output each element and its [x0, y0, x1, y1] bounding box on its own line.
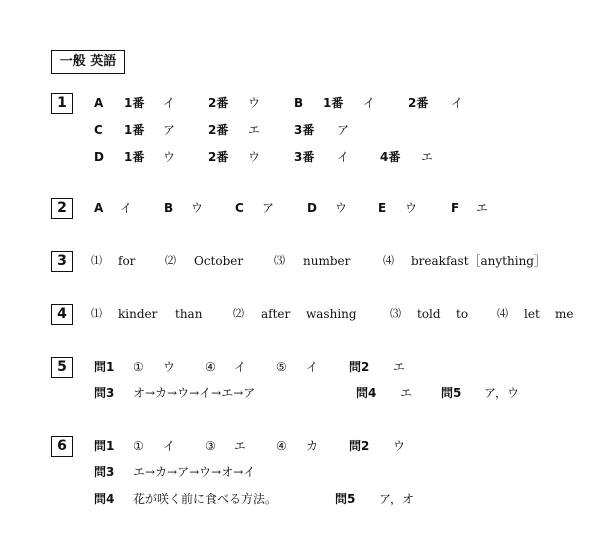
answer: エ	[421, 150, 434, 164]
answer-sequence: エ→カ→ア→ウ→オ→イ	[133, 465, 256, 479]
label-c: C	[235, 201, 244, 215]
item-3: 問3	[94, 465, 115, 479]
item-4: 問4	[356, 386, 377, 400]
item-1: 1番	[124, 96, 145, 110]
subquestion-4: ⑷	[497, 307, 508, 320]
label-e: E	[378, 201, 387, 215]
answer: for	[118, 254, 136, 268]
subitem-4: ④	[205, 360, 216, 374]
question-number-3: 3	[51, 251, 73, 272]
label-f: F	[451, 201, 460, 215]
item-4: 4番	[380, 150, 401, 164]
answer: エ	[393, 360, 406, 374]
answer: breakfast［anything］	[411, 254, 546, 268]
label-a: A	[94, 96, 104, 110]
subitem-4: ④	[276, 439, 287, 453]
subitem-1: ①	[133, 439, 144, 453]
subquestion-3: ⑶	[390, 307, 401, 320]
label-c: C	[94, 123, 103, 137]
answer: ア	[262, 201, 275, 215]
answer: イ	[163, 96, 176, 110]
answer: ウ	[163, 360, 176, 374]
question-number-2: 2	[51, 198, 73, 219]
answer: カ	[306, 439, 319, 453]
item-1: 問1	[94, 439, 115, 453]
subquestion-2: ⑵	[165, 254, 176, 267]
item-2: 問2	[349, 360, 370, 374]
answer: October	[194, 254, 244, 268]
answer-word: to	[456, 307, 469, 321]
answer-text: 花が咲く前に食べる方法。	[133, 492, 278, 506]
subitem-5: ⑤	[276, 360, 287, 374]
subquestion-4: ⑷	[383, 254, 394, 267]
item-2: 2番	[208, 150, 229, 164]
item-2: 問2	[349, 439, 370, 453]
answer-word: after	[261, 307, 291, 321]
item-2: 2番	[208, 96, 229, 110]
answer: イ	[163, 439, 176, 453]
item-1: 1番	[323, 96, 344, 110]
item-5: 問5	[335, 492, 356, 506]
subitem-1: ①	[133, 360, 144, 374]
answer: エ	[400, 386, 413, 400]
item-3: 問3	[94, 386, 115, 400]
answer-word: me	[555, 307, 574, 321]
item-5: 問5	[441, 386, 462, 400]
label-a: A	[94, 201, 104, 215]
answer: ア，ウ	[484, 386, 520, 400]
subquestion-2: ⑵	[233, 307, 244, 320]
question-number-4: 4	[51, 304, 73, 325]
answer: イ	[120, 201, 133, 215]
label-b: B	[294, 96, 304, 110]
item-1: 1番	[124, 123, 145, 137]
answer-sequence: オ→カ→ウ→イ→エ→ア	[133, 386, 256, 400]
answer-word: let	[524, 307, 540, 321]
answer: ウ	[248, 96, 261, 110]
answer: エ	[234, 439, 247, 453]
answer-word: than	[175, 307, 203, 321]
answer-word: kinder	[118, 307, 158, 321]
subquestion-3: ⑶	[274, 254, 285, 267]
label-b: B	[164, 201, 174, 215]
question-number-6: 6	[51, 436, 73, 457]
answer: エ	[248, 123, 261, 137]
answer: エ	[476, 201, 489, 215]
subquestion-1: ⑴	[91, 254, 102, 267]
question-number-5: 5	[51, 357, 73, 378]
answer: イ	[337, 150, 350, 164]
item-1: 問1	[94, 360, 115, 374]
answer: number	[303, 254, 351, 268]
question-number-1: 1	[51, 93, 73, 114]
item-3: 3番	[294, 150, 315, 164]
subitem-3: ③	[205, 439, 216, 453]
answer: ウ	[248, 150, 261, 164]
answer: ア	[163, 123, 176, 137]
item-1: 1番	[124, 150, 145, 164]
answer: イ	[234, 360, 247, 374]
label-d: D	[307, 201, 317, 215]
answer: ア	[337, 123, 350, 137]
answer: ウ	[393, 439, 406, 453]
answer: ウ	[405, 201, 418, 215]
answer: ウ	[335, 201, 348, 215]
answer-word: told	[417, 307, 441, 321]
answer: ウ	[163, 150, 176, 164]
item-2: 2番	[208, 123, 229, 137]
subquestion-1: ⑴	[91, 307, 102, 320]
item-4: 問4	[94, 492, 115, 506]
answer: イ	[306, 360, 319, 374]
page-title: 一般 英語	[51, 50, 125, 74]
answer-word: washing	[306, 307, 357, 321]
answer: イ	[363, 96, 376, 110]
answer: イ	[451, 96, 464, 110]
answer: ウ	[191, 201, 204, 215]
label-d: D	[94, 150, 104, 164]
item-2: 2番	[408, 96, 429, 110]
item-3: 3番	[294, 123, 315, 137]
answer: ア，オ	[379, 492, 415, 506]
